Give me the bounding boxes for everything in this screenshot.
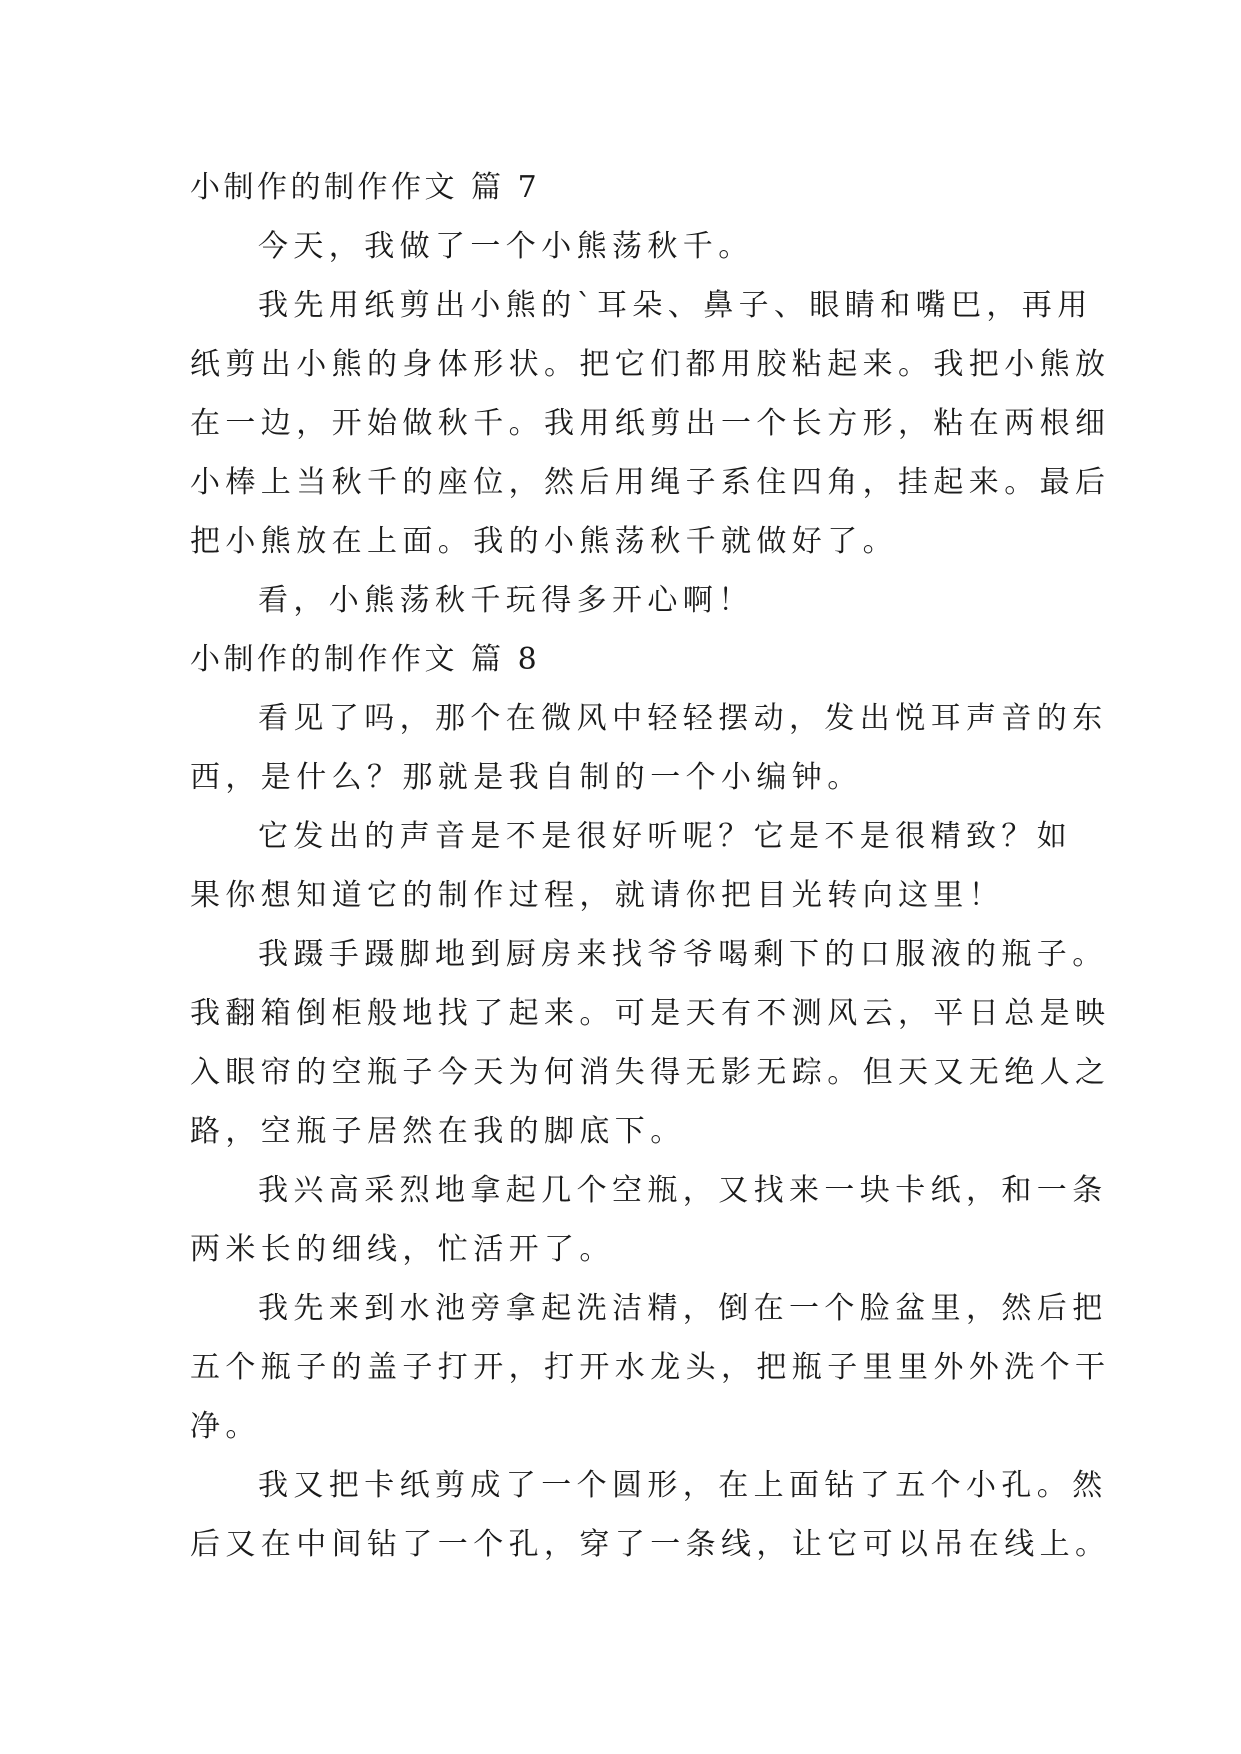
paragraph-line: 入眼帘的空瓶子今天为何消失得无影无踪。但天又无绝人之 [190,1055,1111,1090]
paragraph-line: 在一边，开始做秋千。我用纸剪出一个长方形，粘在两根细 [190,406,1111,441]
paragraph-line: 它发出的声音是不是很好听呢？它是不是很精致？如 [258,819,1073,854]
paragraph-line: 后又在中间钻了一个孔，穿了一条线，让它可以吊在线上。 [190,1527,1111,1562]
paragraph-line: 看见了吗，那个在微风中轻轻摆动，发出悦耳声音的东 [258,701,1108,736]
paragraph-line: 小棒上当秋千的座位，然后用绳子系住四角，挂起来。最后 [190,465,1111,500]
paragraph-line: 果你想知道它的制作过程，就请你把目光转向这里！ [190,878,1005,913]
document-body [190,158,1111,1574]
section-heading-8: 小制作的制作作文 篇 8 [190,642,541,677]
paragraph-line: 西，是什么？那就是我自制的一个小编钟。 [190,760,863,795]
paragraph-line: 路，空瓶子居然在我的脚底下。 [190,1114,686,1149]
paragraph-line: 五个瓶子的盖子打开，打开水龙头，把瓶子里里外外洗个干 [190,1350,1111,1385]
paragraph-line: 我又把卡纸剪成了一个圆形，在上面钻了五个小孔。然 [258,1468,1108,1503]
paragraph-line: 我蹑手蹑脚地到厨房来找爷爷喝剩下的口服液的瓶子。 [258,937,1108,972]
paragraph-line: 纸剪出小熊的身体形状。把它们都用胶粘起来。我把小熊放 [190,347,1111,382]
paragraph-line: 两米长的细线，忙活开了。 [190,1232,615,1267]
paragraph-line: 净。 [190,1409,261,1444]
paragraph-line: 把小熊放在上面。我的小熊荡秋千就做好了。 [190,524,898,559]
paragraph-line: 我先用纸剪出小熊的`耳朵、鼻子、眼睛和嘴巴，再用 [258,288,1093,323]
paragraph-line: 看，小熊荡秋千玩得多开心啊！ [258,583,754,618]
section-heading-7: 小制作的制作作文 篇 7 [190,170,541,205]
paragraph-line: 我先来到水池旁拿起洗洁精，倒在一个脸盆里，然后把 [258,1291,1108,1326]
paragraph-line: 我兴高采烈地拿起几个空瓶，又找来一块卡纸，和一条 [258,1173,1108,1208]
paragraph-line: 今天，我做了一个小熊荡秋千。 [258,229,754,264]
paragraph-line: 我翻箱倒柜般地找了起来。可是天有不测风云，平日总是映 [190,996,1111,1031]
